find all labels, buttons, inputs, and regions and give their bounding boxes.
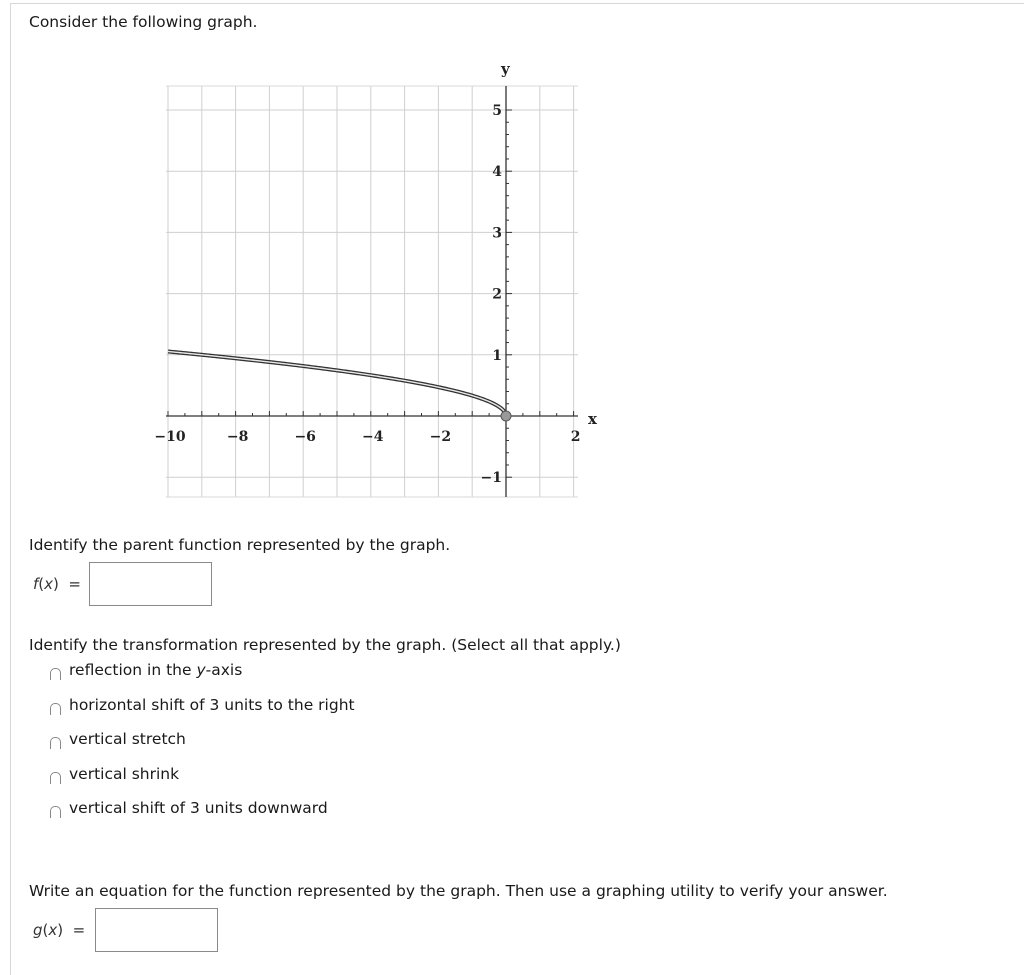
y-tick-label: 1 (492, 347, 502, 364)
x-axis-label: x (588, 410, 597, 428)
fx-input[interactable] (89, 562, 212, 606)
x-tick-label: −2 (429, 429, 452, 445)
gx-input[interactable] (95, 908, 218, 952)
gx-label: g(x) = (33, 921, 86, 939)
y-tick-label: 4 (492, 164, 502, 181)
y-tick-label: −1 (480, 470, 502, 487)
y-tick-label: 3 (492, 225, 502, 242)
checkbox-vertical-stretch[interactable] (50, 737, 61, 749)
checkbox-vertical-shrink[interactable] (50, 772, 61, 784)
option-vertical-shrink-label: vertical shrink (69, 765, 180, 783)
x-tick-label: −10 (154, 429, 186, 445)
checkbox-horizontal-shift[interactable] (50, 703, 61, 715)
y-axis-label: y (501, 60, 510, 78)
intro-text: Consider the following graph. (29, 13, 258, 31)
option-reflection-text: reflection in the y-axis (69, 661, 243, 679)
q1-prompt: Identify the parent function represented by the graph. (29, 536, 451, 554)
x-tick-label: −4 (362, 429, 384, 445)
option-vertical-shift-label: vertical shift of 3 units downward (69, 799, 328, 817)
fx-label: f(x) = (33, 575, 81, 593)
x-tick-label: −8 (226, 429, 249, 445)
endpoint-dot (501, 411, 511, 421)
q2-prompt: Identify the transformation represented by the graph. (Select all that apply.) (29, 636, 621, 654)
option-vertical-stretch-label: vertical stretch (69, 730, 186, 748)
q3-prompt: Write an equation for the function represented by the graph. Then use a graphing utility to verify your answer. (29, 882, 888, 900)
checkbox-reflection[interactable] (50, 668, 61, 680)
option-reflection-label (69, 661, 242, 679)
y-tick-label: 5 (492, 103, 502, 119)
checkbox-vertical-shift[interactable] (50, 806, 61, 818)
curve-group (168, 351, 511, 421)
option-horizontal-shift-label: horizontal shift of 3 units to the right (69, 696, 355, 714)
tick-labels (154, 60, 598, 486)
x-tick-label: 2 (570, 429, 581, 445)
italic-y: y (196, 661, 206, 679)
y-tick-label: 2 (492, 286, 502, 303)
x-tick-label: −6 (294, 429, 316, 445)
